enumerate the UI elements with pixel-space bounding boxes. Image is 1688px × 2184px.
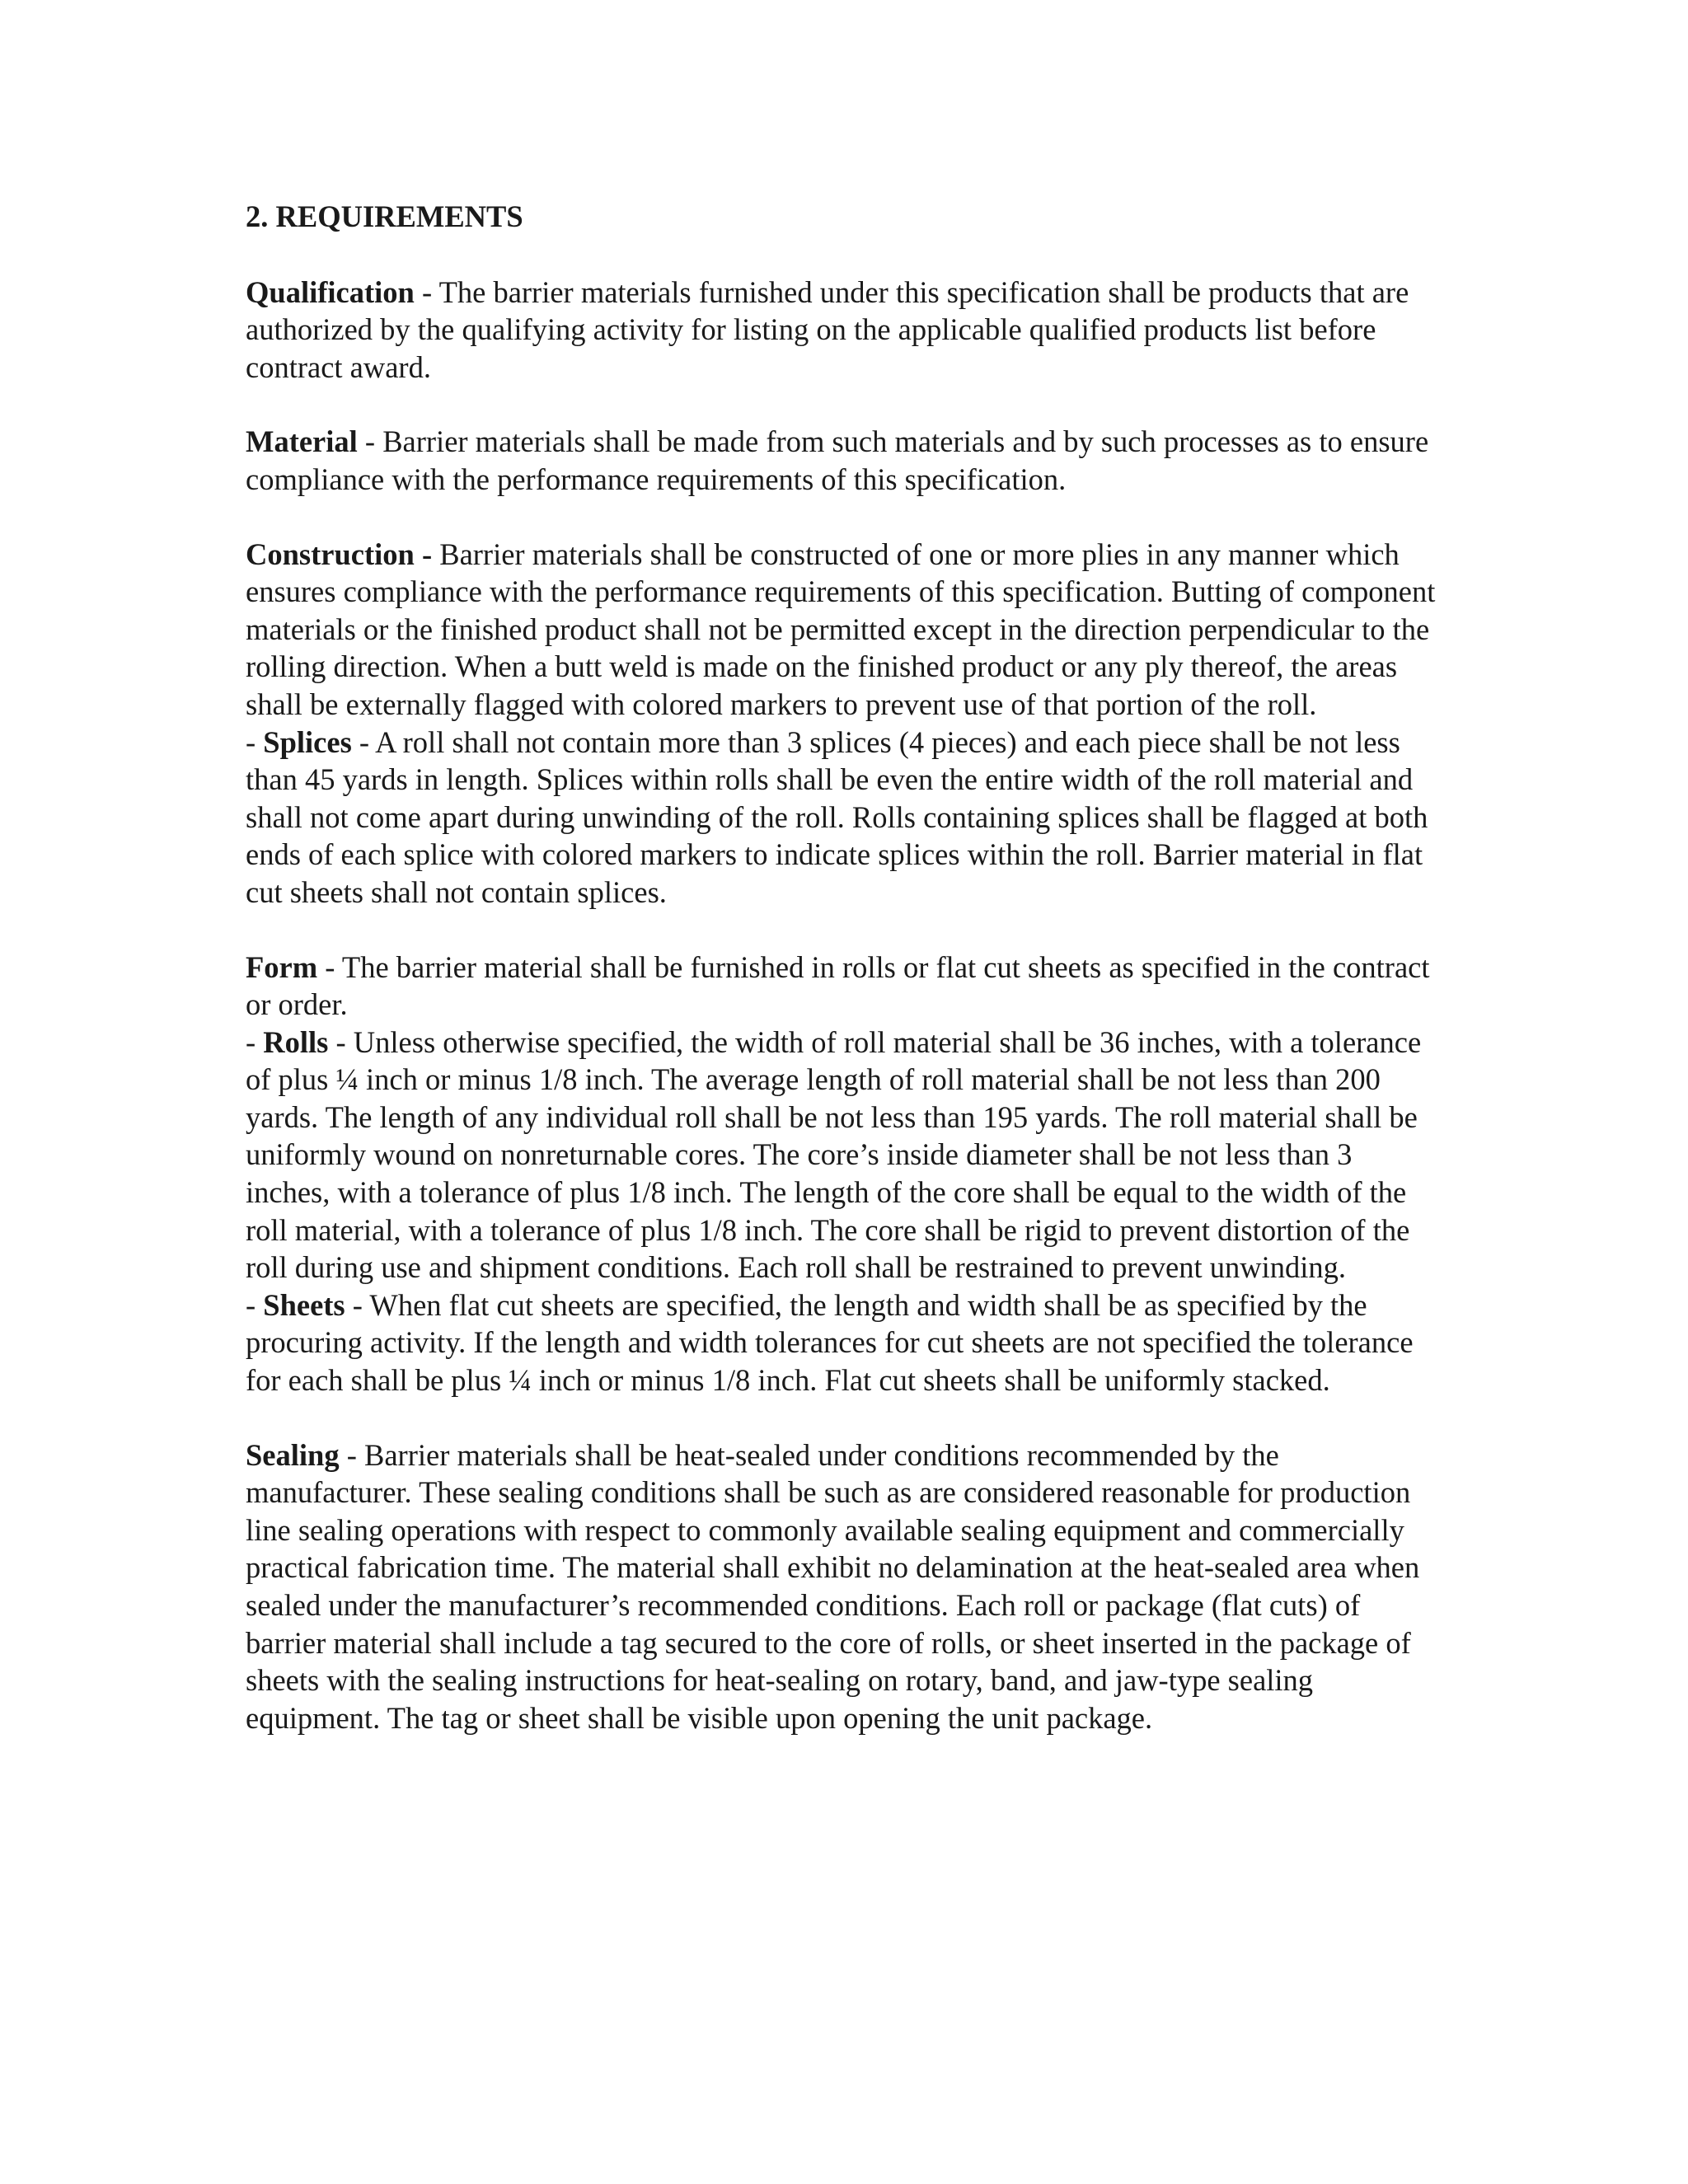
document-page (246, 198, 1441, 1774)
construction-text: Barrier materials shall be constructed of one or more plies in any manner which ensures compliance with the performance requirements of this specification. Butting of component materials or the finished product shall not be permitted except in the direction perpendicular to the rolling direction. When a butt weld is made on the finished product or any ply thereof, the areas shall be externally flagged with colored markers to prevent use of that portion of the roll. (246, 537, 1436, 721)
splices-text: - A roll shall not contain more than 3 splices (4 pieces) and each piece shall be not less than 45 yards in length. Splices within rolls shall be even the entire width of the roll material and shall not come apart during unwinding of the roll. Rolls containing splices shall be flagged at both ends of each splice with colored markers to indicate splices within the roll. Barrier material in flat cut sheets shall not contain splices. (246, 724, 1428, 909)
qualification-text: - The barrier materials furnished under this specification shall be products that are authorized by the qualifying activity for listing on the applicable qualified products list before contract award. (246, 274, 1409, 384)
rolls-text: - Unless otherwise specified, the width of roll material shall be 36 inches, with a tolerance of plus ¼ inch or minus 1/8 inch. The average length of roll material shall be not less than 200 yards. The length of any individual roll shall be not less than 195 yards. The roll material shall be uniformly wound on nonreturnable cores. The core’s inside diameter shall be not less than 3 inches, with a tolerance of plus 1/8 inch. The length of the core shall be equal to the width of the roll material, with a tolerance of plus 1/8 inch. The core shall be rigid to prevent distortion of the roll during use and shipment conditions. Each roll shall be restrained to prevent unwinding. (246, 1024, 1422, 1285)
form-section (246, 949, 1441, 1399)
section-title: 2. REQUIREMENTS (246, 199, 523, 233)
sheets-prefix: - (246, 1287, 264, 1322)
qualification-paragraph (246, 274, 1441, 387)
material-paragraph (246, 423, 1441, 498)
construction-section (246, 536, 1441, 912)
material-text: - Barrier materials shall be made from such materials and by such processes as to ensure compliance with the performance requirements of this specification. (246, 424, 1429, 496)
splices-paragraph (246, 724, 1441, 912)
splices-term: Splices (263, 724, 352, 759)
sealing-text: - Barrier materials shall be heat-sealed under conditions recommended by the manufacturer. These sealing conditions shall be such as are considered reasonable for production line sealing operations with respect to commonly available sealing equipment and commercially practical fabrication time. The material shall exhibit no delamination at the heat-sealed area when sealed under the manufacturer’s recommended conditions. Each roll or package (flat cuts) of barrier material shall include a tag secured to the core of rolls, or sheet inserted in the package of sheets with the sealing instructions for heat-sealing on rotary, band, and jaw-type sealing equipment. The tag or sheet shall be visible upon opening the unit package. (246, 1437, 1420, 1735)
qualification-term: Qualification (246, 274, 415, 309)
sealing-paragraph (246, 1436, 1441, 1737)
form-term: Form (246, 949, 318, 984)
construction-term: Construction - (246, 537, 433, 571)
splices-prefix: - (246, 724, 264, 759)
rolls-paragraph (246, 1024, 1441, 1286)
material-term: Material (246, 424, 358, 459)
rolls-prefix: - (246, 1024, 264, 1059)
sheets-term: Sheets (263, 1287, 345, 1322)
sheets-paragraph (246, 1286, 1441, 1399)
rolls-term: Rolls (263, 1024, 329, 1059)
form-text: - The barrier material shall be furnished in rolls or flat cut sheets as specified in the contract or order. (246, 949, 1430, 1022)
construction-paragraph (246, 536, 1441, 724)
form-paragraph (246, 949, 1441, 1024)
sheets-text: - When flat cut sheets are specified, the length and width shall be as specified by the procuring activity. If the length and width tolerances for cut sheets are not specified the tolerance for each shall be plus ¼ inch or minus 1/8 inch. Flat cut sheets shall be uniformly stacked. (246, 1287, 1414, 1398)
sealing-term: Sealing (246, 1437, 340, 1472)
